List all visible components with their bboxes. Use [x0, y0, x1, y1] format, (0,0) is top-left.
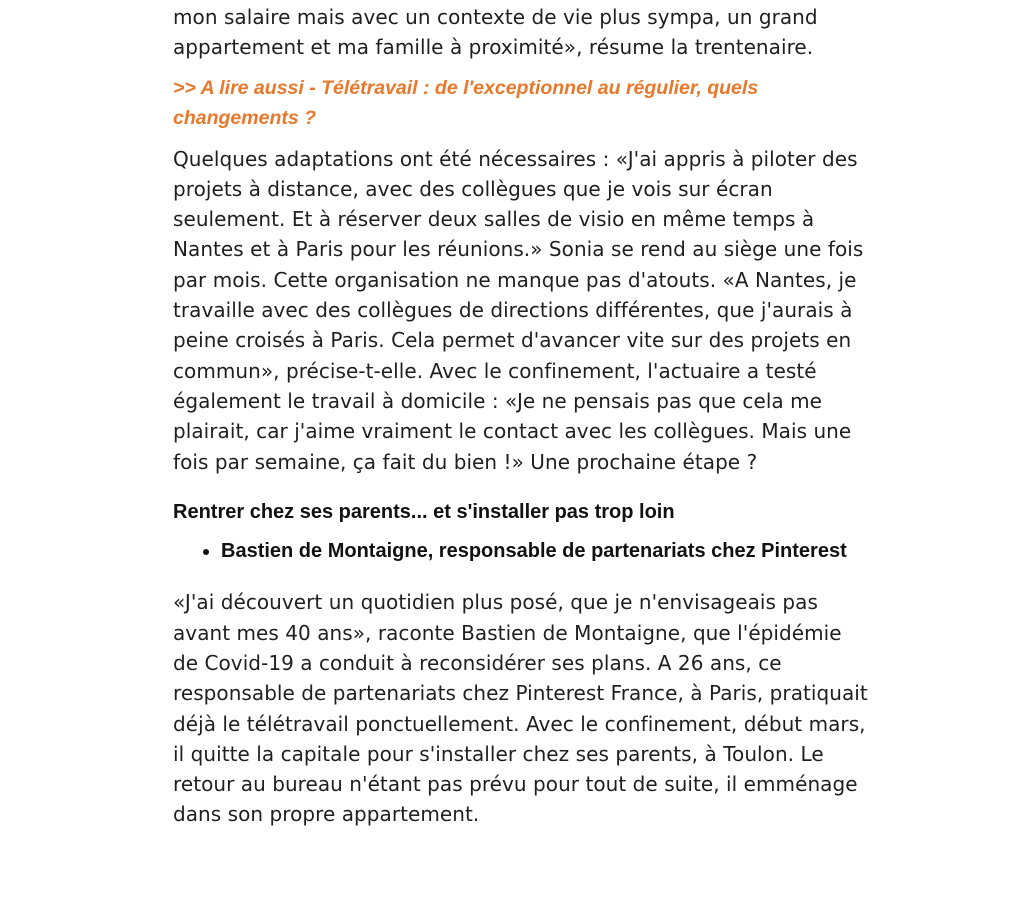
intro-paragraph: mon salaire mais avec un contexte de vie plus sympa, un grand appartement et ma famille à proximité», résume la trentenaire.: [173, 5, 818, 60]
section-heading: Rentrer chez ses parents... et s'installer pas trop loin: [173, 500, 675, 523]
paragraph-sonia: Quelques adaptations ont été nécessaires : «J'ai appris à piloter des projets à distance, avec des collègues que je vois sur écran seulement. Et à réserver deux salles de visio en même temps à Nantes et à Paris pour les réunions.» Sonia se rend au siège une fois par mois. Cette organisation ne manque pas d'atouts. «A Nantes, je travaille avec des collègues de directions différentes, que j'aurais à peine croisés à Paris. Cela permet d'avancer vite sur des projets en commun», précise-t-elle. Avec le confinement, l'actuaire a testé également le travail à domicile : «Je ne pensais pas que cela me plairait, car j'aime vraiment le contact avec les collègues. Mais une fois par semaine, ça fait du bien !» Une prochaine étape ?: [173, 146, 864, 474]
person-list: [173, 536, 873, 567]
paragraph-bastien: «J'ai découvert un quotidien plus posé, que je n'envisageais pas avant mes 40 ans», raconte Bastien de Montaigne, que l'épidémie de Covid-19 a conduit à reconsidérer ses plans. A 26 ans, ce responsable de partenariats chez Pinterest France, à Paris, pratiquait déjà le télétravail ponctuellement. Avec le confinement, début mars, il quitte la capitale pour s'installer chez ses parents, à Toulon. Le retour au bureau n'étant pas prévu pour tout de suite, il emménage dans son propre appartement.: [173, 590, 868, 827]
read-also-link-block[interactable]: [173, 73, 873, 134]
read-also-link[interactable]: >> A lire aussi - Télétravail : de l'exceptionnel au régulier, quels changements ?: [173, 76, 759, 130]
list-item-bastien: • Bastien de Montaigne, responsable de partenariats chez Pinterest: [221, 536, 873, 567]
article-body: [173, 2, 873, 830]
